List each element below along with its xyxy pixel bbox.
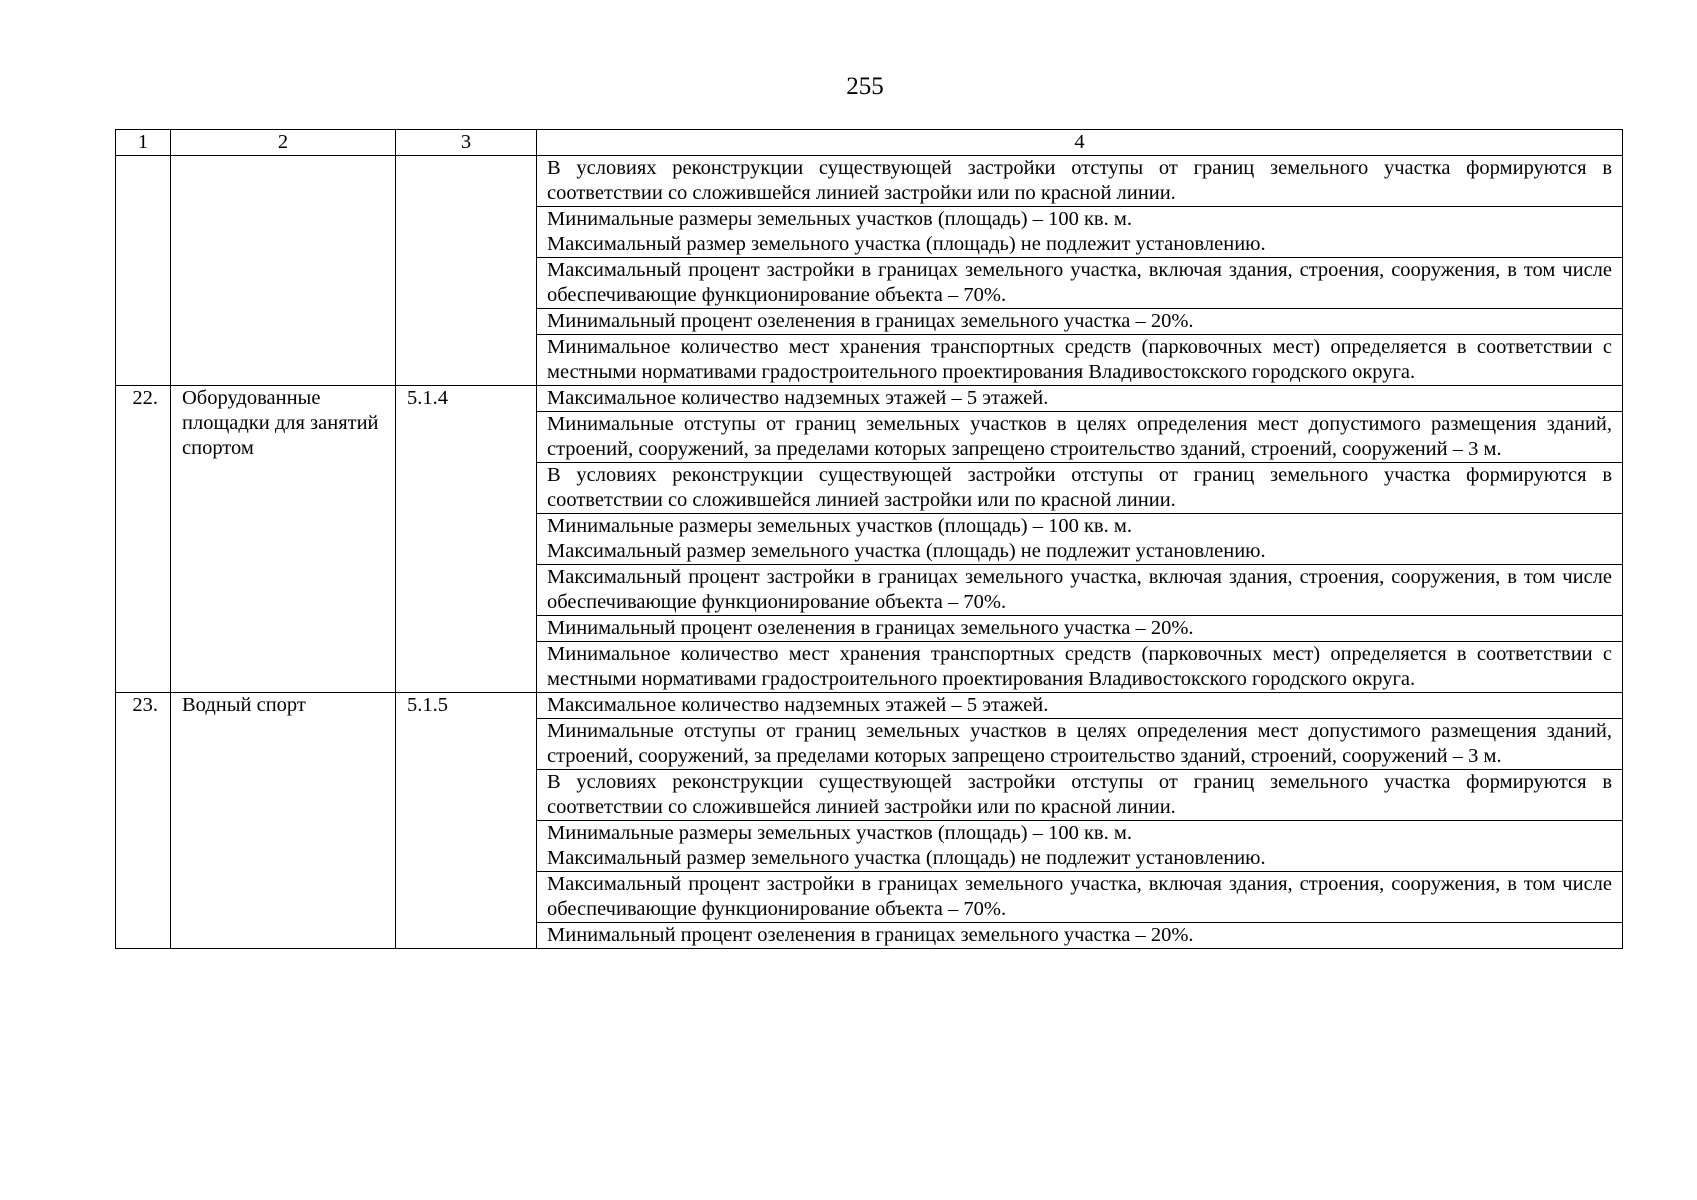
parameter-cell [537, 386, 1623, 412]
parameter-text: Минимальное количество мест хранения транспортных средств (парковочных мест) определяется в соответствии с местными нормативами градостроительного проектирования Владивостокского городского округа. [547, 643, 1612, 690]
parameter-cell [537, 335, 1623, 386]
parameter-text: Минимальные размеры земельных участков (площадь) – 100 кв. м. [547, 822, 1132, 844]
parameter-text: Максимальное количество надземных этажей – 5 этажей. [547, 694, 1049, 716]
parameter-cell [537, 156, 1623, 207]
parameter-cell [537, 693, 1623, 719]
parameter-text: В условиях реконструкции существующей застройки отступы от границ земельного участка формируются в соответствии со сложившейся линией застройки или по красной линии. [547, 464, 1612, 511]
classifier-code-cell: 5.1.4 [396, 386, 537, 693]
parameter-cell [537, 642, 1623, 693]
page-number: 255 [846, 73, 884, 100]
header-cell-4: 4 [537, 130, 1623, 156]
parameter-text: Максимальный процент застройки в границах земельного участка, включая здания, строения, сооружения, в том числе обеспечивающие функционирование объекта – 70%. [547, 566, 1612, 613]
row-number-cell [116, 156, 171, 386]
permitted-use-name-cell: Водный спорт [171, 693, 396, 949]
parameter-text: Максимальный размер земельного участка (площадь) не подлежит установлению. [547, 540, 1266, 562]
parameter-cell [537, 770, 1623, 821]
parameter-text: Минимальный процент озеленения в границах земельного участка – 20%. [547, 617, 1194, 639]
parameter-text: В условиях реконструкции существующей застройки отступы от границ земельного участка формируются в соответствии со сложившейся линией застройки или по красной линии. [547, 157, 1612, 204]
parameter-cell [537, 565, 1623, 616]
parameter-cell [537, 463, 1623, 514]
parameter-text: Минимальный процент озеленения в границах земельного участка – 20%. [547, 924, 1194, 946]
header-cell-3: 3 [396, 130, 537, 156]
parameter-cell [537, 821, 1623, 872]
regulations-table-body [116, 130, 1623, 949]
parameter-text: Минимальные отступы от границ земельных участков в целях определения мест допустимого размещения зданий, строений, сооружений, за пределами которых запрещено строительство зданий, строений, сооружений – 3 м. [547, 413, 1612, 460]
table-row [116, 156, 1623, 207]
parameter-cell [537, 616, 1623, 642]
parameter-text: Минимальные отступы от границ земельных участков в целях определения мест допустимого размещения зданий, строений, сооружений, за пределами которых запрещено строительство зданий, строений, сооружений – 3 м. [547, 720, 1612, 767]
permitted-use-name-cell [171, 156, 396, 386]
parameter-cell [537, 872, 1623, 923]
parameter-text: Максимальный процент застройки в границах земельного участка, включая здания, строения, сооружения, в том числе обеспечивающие функционирование объекта – 70%. [547, 259, 1612, 306]
parameter-cell [537, 412, 1623, 463]
parameter-cell [537, 719, 1623, 770]
header-row [116, 130, 1623, 156]
regulations-table [115, 129, 1623, 949]
parameter-text: Максимальное количество надземных этажей – 5 этажей. [547, 387, 1049, 409]
parameter-cell [537, 207, 1623, 258]
parameter-cell [537, 309, 1623, 335]
parameter-text: В условиях реконструкции существующей застройки отступы от границ земельного участка формируются в соответствии со сложившейся линией застройки или по красной линии. [547, 771, 1612, 818]
parameter-text: Максимальный размер земельного участка (площадь) не подлежит установлению. [547, 233, 1266, 255]
parameter-text: Минимальные размеры земельных участков (площадь) – 100 кв. м. [547, 208, 1132, 230]
parameter-cell [537, 258, 1623, 309]
parameter-text: Минимальный процент озеленения в границах земельного участка – 20%. [547, 310, 1194, 332]
header-cell-1: 1 [116, 130, 171, 156]
classifier-code-cell: 5.1.5 [396, 693, 537, 949]
table-row [116, 693, 1623, 719]
parameter-text: Минимальное количество мест хранения транспортных средств (парковочных мест) определяется в соответствии с местными нормативами градостроительного проектирования Владивостокского городского округа. [547, 336, 1612, 383]
parameter-text: Максимальный размер земельного участка (площадь) не подлежит установлению. [547, 847, 1266, 869]
parameter-text: Максимальный процент застройки в границах земельного участка, включая здания, строения, сооружения, в том числе обеспечивающие функционирование объекта – 70%. [547, 873, 1612, 920]
table-row [116, 386, 1623, 412]
parameter-cell [537, 514, 1623, 565]
header-cell-2: 2 [171, 130, 396, 156]
parameter-cell [537, 923, 1623, 949]
row-number-cell: 22. [116, 386, 171, 693]
classifier-code-cell [396, 156, 537, 386]
permitted-use-name-cell: Оборудованные площадки для занятий спортом [171, 386, 396, 693]
parameter-text: Минимальные размеры земельных участков (площадь) – 100 кв. м. [547, 515, 1132, 537]
row-number-cell: 23. [116, 693, 171, 949]
